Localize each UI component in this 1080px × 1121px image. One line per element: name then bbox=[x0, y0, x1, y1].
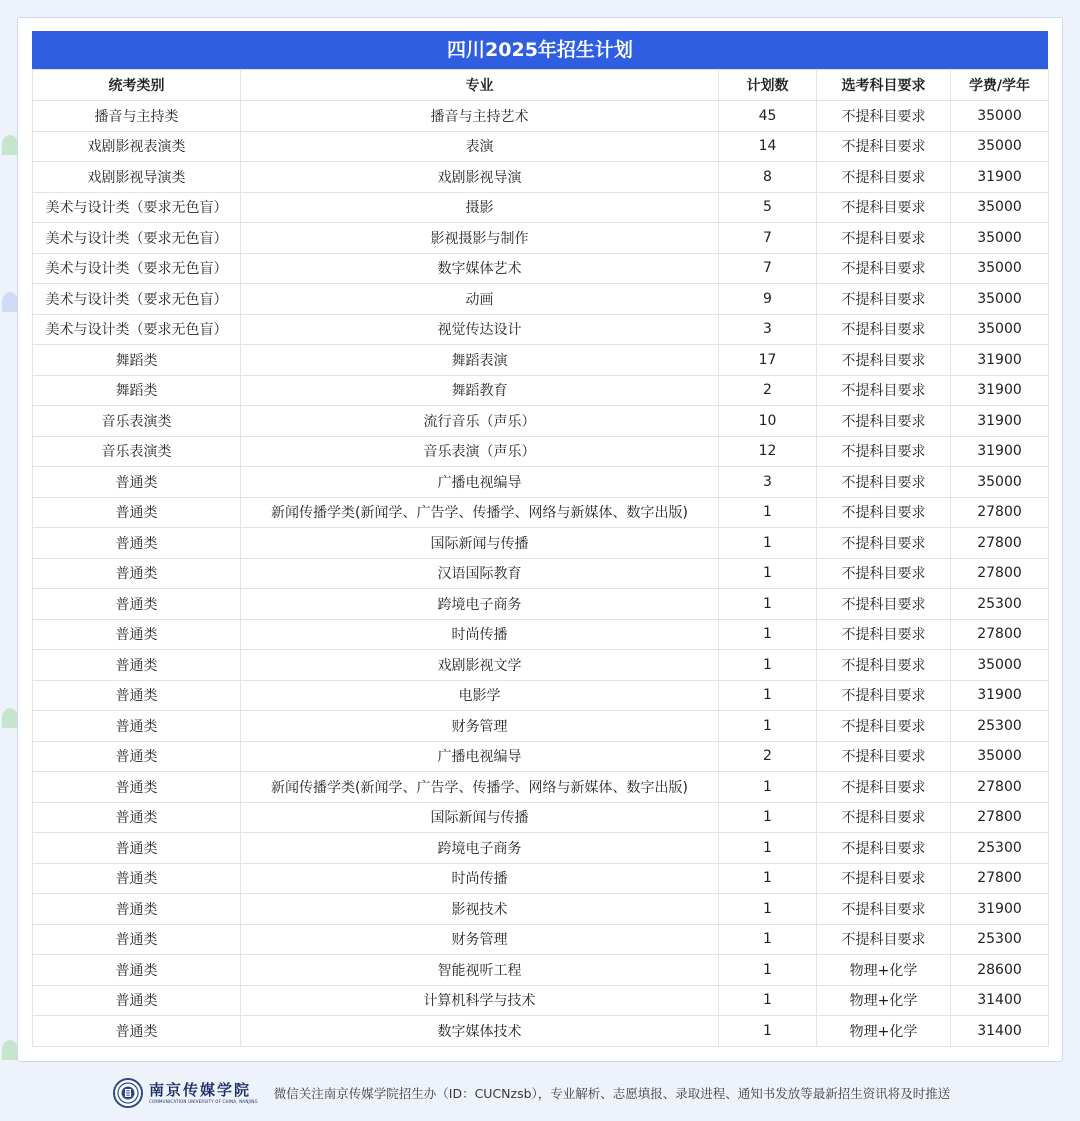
decor-leaf-2 bbox=[2, 292, 18, 312]
footer bbox=[113, 1076, 950, 1110]
plan-count-cell: 12 bbox=[719, 436, 817, 467]
subject-requirement-cell: 不提科目要求 bbox=[817, 101, 951, 132]
subject-requirement-cell: 不提科目要求 bbox=[817, 772, 951, 803]
major-cell: 戏剧影视导演 bbox=[241, 162, 719, 193]
tuition-cell: 25300 bbox=[951, 924, 1049, 955]
major-cell: 播音与主持艺术 bbox=[241, 101, 719, 132]
plan-count-cell: 3 bbox=[719, 467, 817, 498]
table-row bbox=[33, 223, 1049, 254]
major-cell: 财务管理 bbox=[241, 924, 719, 955]
subject-requirement-cell: 不提科目要求 bbox=[817, 894, 951, 925]
major-cell: 电影学 bbox=[241, 680, 719, 711]
plan-count-cell: 45 bbox=[719, 101, 817, 132]
category-cell: 普通类 bbox=[33, 467, 241, 498]
major-cell: 跨境电子商务 bbox=[241, 589, 719, 620]
category-cell: 普通类 bbox=[33, 1016, 241, 1047]
subject-requirement-cell: 不提科目要求 bbox=[817, 436, 951, 467]
tuition-cell: 35000 bbox=[951, 101, 1049, 132]
subject-requirement-cell: 物理+化学 bbox=[817, 985, 951, 1016]
subject-requirement-cell: 不提科目要求 bbox=[817, 314, 951, 345]
category-cell: 普通类 bbox=[33, 772, 241, 803]
table-row bbox=[33, 985, 1049, 1016]
subject-requirement-cell: 不提科目要求 bbox=[817, 619, 951, 650]
plan-count-cell: 2 bbox=[719, 375, 817, 406]
tuition-cell: 35000 bbox=[951, 223, 1049, 254]
plan-count-cell: 10 bbox=[719, 406, 817, 437]
major-cell: 摄影 bbox=[241, 192, 719, 223]
subject-requirement-cell: 不提科目要求 bbox=[817, 131, 951, 162]
tuition-cell: 35000 bbox=[951, 253, 1049, 284]
plan-count-cell: 1 bbox=[719, 985, 817, 1016]
plan-count-cell: 1 bbox=[719, 833, 817, 864]
major-cell: 戏剧影视文学 bbox=[241, 650, 719, 681]
category-cell: 普通类 bbox=[33, 833, 241, 864]
table-row bbox=[33, 497, 1049, 528]
tuition-cell: 31400 bbox=[951, 985, 1049, 1016]
school-logo-name: 南京传媒学院 bbox=[149, 1081, 252, 1099]
category-cell: 播音与主持类 bbox=[33, 101, 241, 132]
tuition-cell: 27800 bbox=[951, 497, 1049, 528]
subject-requirement-cell: 物理+化学 bbox=[817, 955, 951, 986]
category-cell: 音乐表演类 bbox=[33, 406, 241, 437]
school-logo-english: COMMUNICATION UNIVERSITY OF CHINA, NANJING bbox=[149, 1099, 258, 1104]
category-cell: 美术与设计类（要求无色盲） bbox=[33, 314, 241, 345]
tuition-cell: 35000 bbox=[951, 131, 1049, 162]
subject-requirement-cell: 不提科目要求 bbox=[817, 162, 951, 193]
tuition-cell: 31900 bbox=[951, 894, 1049, 925]
plan-count-cell: 14 bbox=[719, 131, 817, 162]
plan-count-cell: 1 bbox=[719, 802, 817, 833]
subject-requirement-cell: 不提科目要求 bbox=[817, 467, 951, 498]
tuition-cell: 31900 bbox=[951, 406, 1049, 437]
tuition-cell: 27800 bbox=[951, 863, 1049, 894]
tuition-cell: 35000 bbox=[951, 192, 1049, 223]
table-row bbox=[33, 650, 1049, 681]
major-cell: 数字媒体技术 bbox=[241, 1016, 719, 1047]
category-cell: 美术与设计类（要求无色盲） bbox=[33, 192, 241, 223]
table-row bbox=[33, 1016, 1049, 1047]
subject-requirement-cell: 不提科目要求 bbox=[817, 711, 951, 742]
plan-count-cell: 5 bbox=[719, 192, 817, 223]
category-cell: 美术与设计类（要求无色盲） bbox=[33, 253, 241, 284]
major-cell: 影视技术 bbox=[241, 894, 719, 925]
table-row bbox=[33, 131, 1049, 162]
table-row bbox=[33, 314, 1049, 345]
subject-requirement-cell: 不提科目要求 bbox=[817, 345, 951, 376]
plan-count-cell: 7 bbox=[719, 253, 817, 284]
subject-requirement-cell: 不提科目要求 bbox=[817, 528, 951, 559]
major-cell: 国际新闻与传播 bbox=[241, 802, 719, 833]
major-cell: 音乐表演（声乐） bbox=[241, 436, 719, 467]
table-row bbox=[33, 375, 1049, 406]
category-cell: 普通类 bbox=[33, 924, 241, 955]
plan-count-cell: 2 bbox=[719, 741, 817, 772]
table-row bbox=[33, 192, 1049, 223]
header-tuition: 学费/学年 bbox=[951, 70, 1049, 101]
subject-requirement-cell: 不提科目要求 bbox=[817, 375, 951, 406]
tuition-cell: 25300 bbox=[951, 589, 1049, 620]
tuition-cell: 35000 bbox=[951, 741, 1049, 772]
category-cell: 普通类 bbox=[33, 741, 241, 772]
table-row bbox=[33, 924, 1049, 955]
table-row bbox=[33, 741, 1049, 772]
tuition-cell: 25300 bbox=[951, 711, 1049, 742]
tuition-cell: 35000 bbox=[951, 314, 1049, 345]
category-cell: 普通类 bbox=[33, 894, 241, 925]
subject-requirement-cell: 不提科目要求 bbox=[817, 284, 951, 315]
plan-count-cell: 1 bbox=[719, 772, 817, 803]
tuition-cell: 25300 bbox=[951, 833, 1049, 864]
subject-requirement-cell: 不提科目要求 bbox=[817, 741, 951, 772]
subject-requirement-cell: 不提科目要求 bbox=[817, 863, 951, 894]
plan-count-cell: 1 bbox=[719, 650, 817, 681]
tuition-cell: 35000 bbox=[951, 284, 1049, 315]
table-row bbox=[33, 467, 1049, 498]
plan-count-cell: 1 bbox=[719, 1016, 817, 1047]
table-row bbox=[33, 863, 1049, 894]
table-row bbox=[33, 680, 1049, 711]
table-row bbox=[33, 284, 1049, 315]
tuition-cell: 28600 bbox=[951, 955, 1049, 986]
plan-count-cell: 1 bbox=[719, 924, 817, 955]
major-cell: 计算机科学与技术 bbox=[241, 985, 719, 1016]
school-logo bbox=[149, 1081, 258, 1105]
category-cell: 普通类 bbox=[33, 650, 241, 681]
plan-count-cell: 1 bbox=[719, 558, 817, 589]
table-row bbox=[33, 955, 1049, 986]
school-emblem-icon bbox=[113, 1078, 143, 1108]
plan-count-cell: 1 bbox=[719, 711, 817, 742]
plan-count-cell: 1 bbox=[719, 680, 817, 711]
table-row bbox=[33, 406, 1049, 437]
header-category: 统考类别 bbox=[33, 70, 241, 101]
plan-count-cell: 1 bbox=[719, 497, 817, 528]
tuition-cell: 35000 bbox=[951, 650, 1049, 681]
table-title: 四川2025年招生计划 bbox=[32, 31, 1048, 69]
plan-count-cell: 17 bbox=[719, 345, 817, 376]
decor-leaf-1 bbox=[2, 135, 18, 155]
subject-requirement-cell: 不提科目要求 bbox=[817, 406, 951, 437]
category-cell: 普通类 bbox=[33, 985, 241, 1016]
table-row bbox=[33, 101, 1049, 132]
table-row bbox=[33, 162, 1049, 193]
plan-count-cell: 1 bbox=[719, 955, 817, 986]
major-cell: 时尚传播 bbox=[241, 863, 719, 894]
table-row bbox=[33, 436, 1049, 467]
enrollment-plan-table bbox=[32, 69, 1049, 1047]
major-cell: 动画 bbox=[241, 284, 719, 315]
tuition-cell: 31900 bbox=[951, 162, 1049, 193]
category-cell: 普通类 bbox=[33, 680, 241, 711]
tuition-cell: 31400 bbox=[951, 1016, 1049, 1047]
category-cell: 舞蹈类 bbox=[33, 345, 241, 376]
major-cell: 汉语国际教育 bbox=[241, 558, 719, 589]
category-cell: 普通类 bbox=[33, 955, 241, 986]
major-cell: 舞蹈教育 bbox=[241, 375, 719, 406]
table-row bbox=[33, 894, 1049, 925]
plan-count-cell: 1 bbox=[719, 863, 817, 894]
decor-leaf-4 bbox=[2, 1040, 18, 1060]
tuition-cell: 31900 bbox=[951, 375, 1049, 406]
category-cell: 普通类 bbox=[33, 619, 241, 650]
major-cell: 时尚传播 bbox=[241, 619, 719, 650]
category-cell: 普通类 bbox=[33, 802, 241, 833]
major-cell: 流行音乐（声乐） bbox=[241, 406, 719, 437]
table-row bbox=[33, 802, 1049, 833]
header-subject-requirement: 选考科目要求 bbox=[817, 70, 951, 101]
tuition-cell: 27800 bbox=[951, 528, 1049, 559]
header-plan-count: 计划数 bbox=[719, 70, 817, 101]
table-row bbox=[33, 558, 1049, 589]
category-cell: 普通类 bbox=[33, 528, 241, 559]
category-cell: 普通类 bbox=[33, 711, 241, 742]
subject-requirement-cell: 不提科目要求 bbox=[817, 192, 951, 223]
subject-requirement-cell: 不提科目要求 bbox=[817, 589, 951, 620]
table-row bbox=[33, 772, 1049, 803]
category-cell: 舞蹈类 bbox=[33, 375, 241, 406]
plan-count-cell: 3 bbox=[719, 314, 817, 345]
table-body bbox=[33, 101, 1049, 1047]
header-major: 专业 bbox=[241, 70, 719, 101]
tuition-cell: 31900 bbox=[951, 680, 1049, 711]
tuition-cell: 27800 bbox=[951, 802, 1049, 833]
category-cell: 美术与设计类（要求无色盲） bbox=[33, 223, 241, 254]
tuition-cell: 31900 bbox=[951, 345, 1049, 376]
table-header-row bbox=[33, 70, 1049, 101]
major-cell: 新闻传播学类(新闻学、广告学、传播学、网络与新媒体、数字出版) bbox=[241, 772, 719, 803]
major-cell: 财务管理 bbox=[241, 711, 719, 742]
subject-requirement-cell: 不提科目要求 bbox=[817, 497, 951, 528]
category-cell: 普通类 bbox=[33, 558, 241, 589]
major-cell: 跨境电子商务 bbox=[241, 833, 719, 864]
major-cell: 智能视听工程 bbox=[241, 955, 719, 986]
plan-count-cell: 7 bbox=[719, 223, 817, 254]
category-cell: 普通类 bbox=[33, 589, 241, 620]
category-cell: 普通类 bbox=[33, 863, 241, 894]
plan-count-cell: 8 bbox=[719, 162, 817, 193]
category-cell: 普通类 bbox=[33, 497, 241, 528]
table-row bbox=[33, 528, 1049, 559]
decor-leaf-3 bbox=[2, 708, 18, 728]
table-row bbox=[33, 619, 1049, 650]
major-cell: 舞蹈表演 bbox=[241, 345, 719, 376]
subject-requirement-cell: 不提科目要求 bbox=[817, 558, 951, 589]
plan-count-cell: 1 bbox=[719, 894, 817, 925]
category-cell: 戏剧影视导演类 bbox=[33, 162, 241, 193]
subject-requirement-cell: 不提科目要求 bbox=[817, 833, 951, 864]
subject-requirement-cell: 不提科目要求 bbox=[817, 924, 951, 955]
category-cell: 美术与设计类（要求无色盲） bbox=[33, 284, 241, 315]
table-row bbox=[33, 345, 1049, 376]
major-cell: 广播电视编导 bbox=[241, 467, 719, 498]
major-cell: 广播电视编导 bbox=[241, 741, 719, 772]
plan-count-cell: 1 bbox=[719, 619, 817, 650]
category-cell: 音乐表演类 bbox=[33, 436, 241, 467]
tuition-cell: 31900 bbox=[951, 436, 1049, 467]
subject-requirement-cell: 不提科目要求 bbox=[817, 650, 951, 681]
major-cell: 影视摄影与制作 bbox=[241, 223, 719, 254]
table-row bbox=[33, 833, 1049, 864]
subject-requirement-cell: 物理+化学 bbox=[817, 1016, 951, 1047]
major-cell: 国际新闻与传播 bbox=[241, 528, 719, 559]
plan-count-cell: 1 bbox=[719, 528, 817, 559]
plan-count-cell: 1 bbox=[719, 589, 817, 620]
category-cell: 戏剧影视表演类 bbox=[33, 131, 241, 162]
tuition-cell: 27800 bbox=[951, 772, 1049, 803]
plan-count-cell: 9 bbox=[719, 284, 817, 315]
footer-note: 微信关注南京传媒学院招生办（ID：CUCNzsb），专业解析、志愿填报、录取进程、通知书发放等最新招生资讯将及时推送 bbox=[273, 1086, 951, 1101]
tuition-cell: 27800 bbox=[951, 558, 1049, 589]
table-row bbox=[33, 711, 1049, 742]
tuition-cell: 27800 bbox=[951, 619, 1049, 650]
major-cell: 新闻传播学类(新闻学、广告学、传播学、网络与新媒体、数字出版) bbox=[241, 497, 719, 528]
major-cell: 表演 bbox=[241, 131, 719, 162]
subject-requirement-cell: 不提科目要求 bbox=[817, 680, 951, 711]
table-row bbox=[33, 253, 1049, 284]
subject-requirement-cell: 不提科目要求 bbox=[817, 253, 951, 284]
major-cell: 数字媒体艺术 bbox=[241, 253, 719, 284]
major-cell: 视觉传达设计 bbox=[241, 314, 719, 345]
table-row bbox=[33, 589, 1049, 620]
subject-requirement-cell: 不提科目要求 bbox=[817, 802, 951, 833]
subject-requirement-cell: 不提科目要求 bbox=[817, 223, 951, 254]
tuition-cell: 35000 bbox=[951, 467, 1049, 498]
